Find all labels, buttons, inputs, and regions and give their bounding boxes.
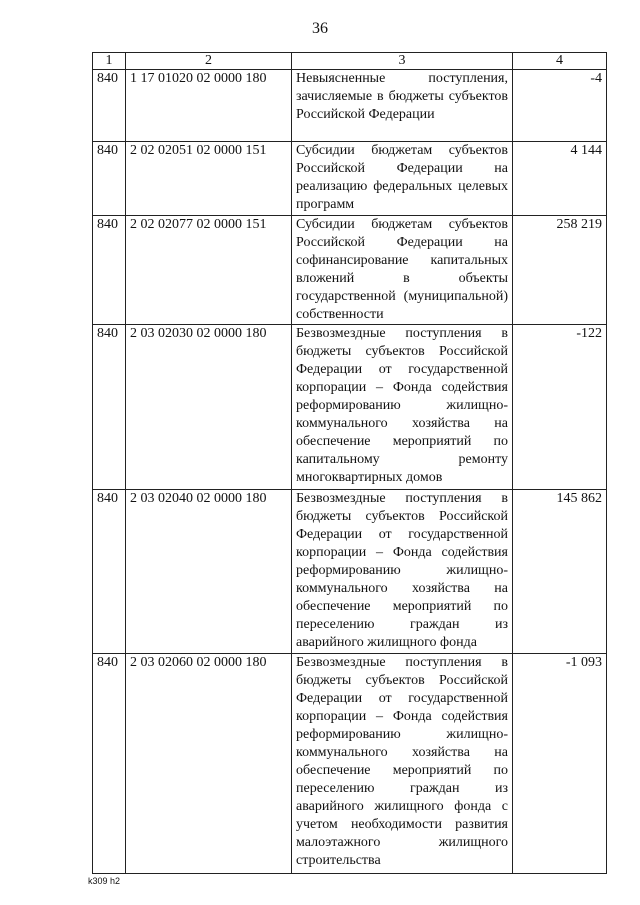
amount-cell: 258 219 xyxy=(513,216,607,325)
table-row xyxy=(93,142,607,216)
admin-code-cell: 840 xyxy=(93,70,126,142)
column-header-2: 2 xyxy=(126,53,292,70)
amount-cell: -4 xyxy=(513,70,607,142)
revenue-name-cell: Безвозмездные поступления в бюджеты субъектов Российской Федерации от государственной корпорации – Фонда содействия реформированию жилищно-коммунального хозяйства на обеспечение мероприятий по капитальному ремонту многоквартирных домов xyxy=(292,325,513,490)
classification-code-cell: 2 02 02051 02 0000 151 xyxy=(126,142,292,216)
revenue-name-cell: Безвозмездные поступления в бюджеты субъектов Российской Федерации от государственной корпорации – Фонда содействия реформированию жилищно-коммунального хозяйства на обеспечение мероприятий по переселению граждан из аварийного жилищного фонда с учетом необходимости развития малоэтажного жилищного строительства xyxy=(292,654,513,874)
admin-code-cell: 840 xyxy=(93,216,126,325)
table-row xyxy=(93,654,607,874)
classification-code-cell: 2 03 02030 02 0000 180 xyxy=(126,325,292,490)
revenue-name-cell: Субсидии бюджетам субъектов Российской Федерации на софинансирование капитальных вложений в объекты государственной (муниципальной) собственности xyxy=(292,216,513,325)
table-row xyxy=(93,325,607,490)
column-header-4: 4 xyxy=(513,53,607,70)
amount-cell: -1 093 xyxy=(513,654,607,874)
header-row xyxy=(93,53,607,70)
revenue-name-cell: Безвозмездные поступления в бюджеты субъектов Российской Федерации от государственной корпорации – Фонда содействия реформированию жилищно-коммунального хозяйства на обеспечение мероприятий по переселению граждан из аварийного жилищного фонда xyxy=(292,490,513,654)
classification-code-cell: 2 03 02060 02 0000 180 xyxy=(126,654,292,874)
page-number: 36 xyxy=(312,20,328,37)
classification-code-cell: 1 17 01020 02 0000 180 xyxy=(126,70,292,142)
admin-code-cell: 840 xyxy=(93,142,126,216)
column-header-3: 3 xyxy=(292,53,513,70)
revenue-name-cell: Субсидии бюджетам субъектов Российской Федерации на реализацию федеральных целевых программ xyxy=(292,142,513,216)
revenue-name-cell: Невыясненные поступления, зачисляемые в бюджеты субъектов Российской Федерации xyxy=(292,70,513,142)
classification-code-cell: 2 03 02040 02 0000 180 xyxy=(126,490,292,654)
admin-code-cell: 840 xyxy=(93,325,126,490)
amount-cell: 145 862 xyxy=(513,490,607,654)
budget-table xyxy=(92,52,607,874)
table-row xyxy=(93,490,607,654)
column-header-1: 1 xyxy=(93,53,126,70)
admin-code-cell: 840 xyxy=(93,490,126,654)
amount-cell: 4 144 xyxy=(513,142,607,216)
table-row xyxy=(93,216,607,325)
amount-cell: -122 xyxy=(513,325,607,490)
table-row xyxy=(93,70,607,142)
admin-code-cell: 840 xyxy=(93,654,126,874)
document-footer-code: k309 h2 xyxy=(88,876,121,886)
classification-code-cell: 2 02 02077 02 0000 151 xyxy=(126,216,292,325)
